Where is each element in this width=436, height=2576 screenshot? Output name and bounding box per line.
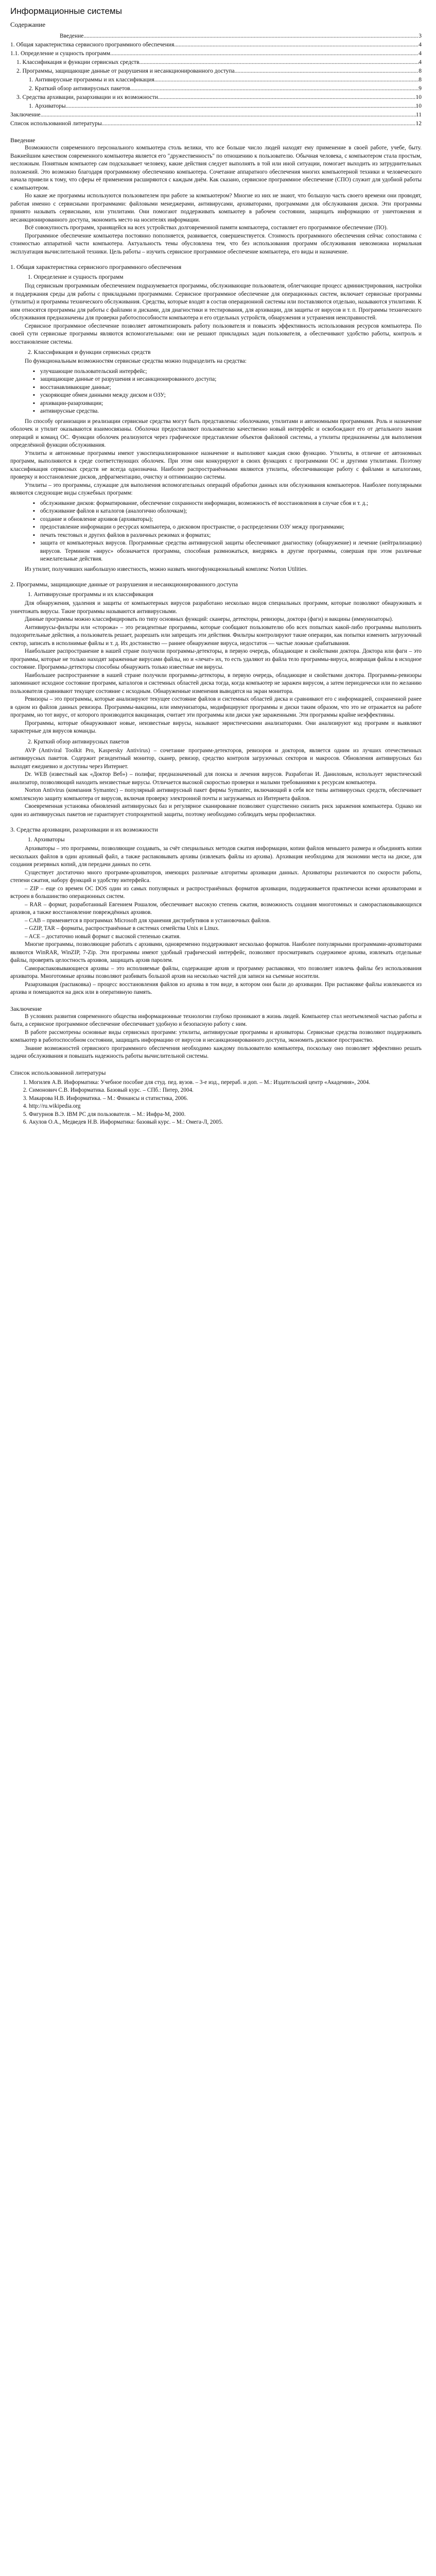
paragraph: По функциональным возможностям сервисные средства можно подразделить на средства: xyxy=(25,358,247,364)
toc-page-number: 8 xyxy=(418,68,422,74)
toc-entry[interactable] xyxy=(10,76,422,84)
paragraph: – RAR – формат, разработанный Евгением Рошалом, обеспечивает высокую степень сжатия, возможность создания многотомных и самораспаковывающихся архивов, а также восстановление повреждённых архивов. xyxy=(10,901,422,916)
chapter-heading: 1. Общая характеристика сервисного программного обеспечения xyxy=(10,263,182,270)
bullet-item: ▪ обслуживание дисков: форматирование, обеспечение сохранности информации, возможность её восстановления в случае сбоя и т. д.; xyxy=(40,500,422,508)
chapter-heading: 2. Программы, защищающие данные от разрушения и несанкционированного доступа xyxy=(10,581,238,588)
toc-page-number: 10 xyxy=(415,103,422,109)
paragraph: – CAB – применяется в программах Microsoft для хранения дистрибутивов и установочных файлов. xyxy=(25,917,271,924)
subsection-heading: 1. Архиваторы xyxy=(28,837,65,843)
toc-page-number: 3 xyxy=(418,33,422,39)
toc-leader-dots xyxy=(154,76,419,84)
toc-entry-text: Список использованной литературы xyxy=(10,121,102,127)
toc-entry[interactable] xyxy=(10,49,422,58)
toc-leader-dots xyxy=(158,93,416,102)
toc-entry[interactable] xyxy=(10,67,422,76)
paragraph: Разархивация (распаковка) – процесс восстановления файлов из архива в том виде, в котором они были до архивации. При распаковке файлы извлекаются из архива и помещаются на диск или в оперативную память. xyxy=(10,981,422,995)
document-body xyxy=(10,137,422,1127)
toc-entry-text: 3. Средства архивации, разархивации и их возможности xyxy=(16,94,158,100)
toc-entry-text: 1. Антивирусные программы и их классификация xyxy=(29,77,154,83)
bullet-item: ▪ предоставление информации о ресурсах компьютера, о дисковом пространстве, о распределении ОЗУ между программами; xyxy=(40,523,422,532)
paragraph: Программное обеспечение компьютера постоянно пополняется, развивается, совершенствуется. Стоимость программного обеспечения сейчас сопоставима с стоимостью аппаратной части компьютера. Актуальность темы обусловлена тем, что без использования программ обслуживания невозможна нормальная эксплуатация вычислительной техники. Цель работы – изучить сервисное программное обеспечение компьютера, его виды и назначение. xyxy=(10,232,422,255)
toc-leader-dots xyxy=(41,111,416,120)
bullet-item: ▪ улучшающие пользовательский интерфейс; xyxy=(40,368,422,376)
paragraph: Программы, которые обнаруживают новые, неизвестные вирусы, называют эвристическими анализаторами. Они анализируют код программ и выявляют характерные для вирусов команды. xyxy=(10,720,422,734)
toc-leader-dots xyxy=(130,84,419,93)
toc-leader-dots xyxy=(139,58,419,67)
bullet-item: ▪ архивации-разархивации; xyxy=(40,400,422,408)
paragraph: Возможности современного персонального компьютера столь велики, что все больше число людей находят ему применение в своей работе, учебе, быту. Важнейшим качеством современного компьютера является его "дружественность" по отношению к пользователю. Обычная человека, с компьютером стала простым, несложным. Понятным компьютер сам подсказывает человеку, какие действия следует выполнять в той или иной ситуации, помогает выходить из затруднительных положений. Это возможно благодаря программному обеспечению компьютера. Сочетание аппаратного обеспечения многих компьютерной техники и человеческого начала привели к тому, что сферы её применения расширяются с каждым днём. Как сказано, сервисное программное обеспечение (СПО) служит для удобной работы с компьютером. xyxy=(10,145,422,191)
toc-entry-text: 2. Программы, защищающие данные от разрушения и несанкционированного доступа xyxy=(16,68,235,74)
bullet-list xyxy=(10,368,422,416)
section-heading: Список использованной литературы xyxy=(10,1069,106,1076)
paragraph: Самораспаковывающиеся архивы – это исполняемые файлы, содержащие архив и программу распаковки, что позволяет извлечь файлы без использования архиватора. Многотомные архивы позволяют разбивать большой архив на несколько частей для записи на съемные носители. xyxy=(10,965,422,979)
toc-page-number: 4 xyxy=(418,50,422,57)
subsection-heading: 1. Определение и сущность программ xyxy=(28,274,124,280)
toc-entry[interactable] xyxy=(10,58,422,67)
toc-page-number: 4 xyxy=(418,42,422,48)
paragraph: Из утилит, получивших наибольшую известность, можно назвать многофункциональный комплекс Norton Utilities. xyxy=(25,566,308,572)
section-heading: Заключение xyxy=(10,1005,42,1012)
toc-entry-text: 2. Краткий обзор антивирусных пакетов xyxy=(29,86,130,92)
document-page xyxy=(0,0,436,1137)
paragraph: Всё совокупность программ, хранящейся на всех устройствах долговременной памяти компьютера, составляет его программное обеспечение (ПО). xyxy=(25,225,388,231)
paragraph: Сервисное программное обеспечение позволяет автоматизировать работу пользователя и повысить эффективность использования ресурсов компьютера. По своей сути сервисные программы являются вспомогательными: они не решают прикладных задач пользователя, а обеспечивают удобство работы, контроль и восстановление системы. xyxy=(10,323,422,345)
paragraph: Утилиты и автономные программы имеют узкоспециализированное назначение и выполняют каждая свою функцию. Утилиты, в отличие от автономных программ, выполняются в среде соответствующих оболочек. При этом они конкурируют в своих функциях с программами ОС и другими утилитами. Поэтому классификация сервисных средств не всегда однозначна. Наиболее распространёнными являются утилиты, обеспечивающие работу с файлами и каталогами, проверку и восстановление дисков, дефрагментацию, очистку и оптимизацию системы. xyxy=(10,450,422,480)
paragraph: Архиваторы – это программы, позволяющие создавать, за счёт специальных методов сжатия информации, копии файлов меньшего размера и объединять копии нескольких файлов в один архивный файл, а также распаковывать архивы (извлекать файлы из архива). Архивация необходима для экономии места на диске, для создания резервных копий, для передачи данных по сети. xyxy=(10,845,422,868)
bullet-item: ▪ обслуживание файлов и каталогов (аналогично оболочкам); xyxy=(40,507,422,516)
paragraph: Утилиты – это программы, служащие для выполнения вспомогательных операций обработки данных или обслуживания компьютеров. Наиболее популярными являются следующие виды служебных программ: xyxy=(10,482,422,496)
toc-entry-text: 1. Общая характеристика сервисного программного обеспечения xyxy=(10,42,175,48)
toc-entry[interactable] xyxy=(10,84,422,93)
toc-list xyxy=(10,32,422,128)
paragraph: Антивирусы-фильтры или «сторожа» – это резидентные программы, которые сообщают пользователю обо всех попытках какой-либо программы выполнить подозрительные действия, а пользователь решает, разрешать или запрещать эти действия. Фильтры контролируют такие операции, как попытки изменить загрузочный сектор, записать в исполнимые файлы и т. д. Их достоинство — раннее обнаружение вируса, недостаток — частые ложные срабатывания. xyxy=(10,624,422,647)
toc-leader-dots xyxy=(66,102,416,111)
bullet-item: ▪ печать текстовых и других файлов в различных режимах и форматах; xyxy=(40,532,422,540)
paragraph: В условиях развития современного общества информационные технологии глубоко проникают в жизнь людей. Компьютер стал неотъемлемой частью работы и быта, а сервисное программное обеспечение обеспечивает удобную и безопасную работу с ним. xyxy=(10,1013,422,1027)
paragraph: Наибольшее распространение в нашей стране получили программы-детекторы, в первую очередь, обладающие и свойствами доктора. Доктора или фаги – это программы, которые не только находят зараженные вирусами файлы, но и «лечат» их, то есть удаляют из файла тело программы-вируса, возвращая файлы в исходное состояние. Программы-детекторы способны обнаружить только известные им вирусы. xyxy=(10,648,422,670)
toc-page-number: 10 xyxy=(415,94,422,100)
toc-entry[interactable] xyxy=(10,93,422,102)
toc-entry[interactable] xyxy=(10,111,422,120)
toc-leader-dots xyxy=(174,41,418,49)
subsection-heading: 2. Краткий обзор антивирусных пакетов xyxy=(28,738,129,745)
bibliography-item: 5. Фигурнов В.Э. IBM PC для пользователя. – М.: Инфра-М, 2000. xyxy=(29,1111,422,1119)
paragraph: Существует достаточно много программ-архиваторов, имеющих различные алгоритмы архивации данных. Архиваторы различаются по скорости работы, степени сжатия, набору функций и удобству интерфейса. xyxy=(10,869,422,884)
bullet-item: ▪ антивирусные средства. xyxy=(40,408,422,416)
subsection-heading: 1. Антивирусные программы и их классификация xyxy=(28,591,153,598)
toc-entry[interactable] xyxy=(10,32,422,41)
bibliography-item: 6. Акулов О.А., Медведев Н.В. Информатика: базовый курс. – М.: Омега-Л, 2005. xyxy=(29,1118,422,1127)
toc-page-number: 8 xyxy=(418,77,422,83)
bibliography-item: 1. Могилев А.В. Информатика: Учебное пособие для студ. пед. вузов. – 3-е изд., перераб. и доп. – М.: Издательский центр «Академия», 2004. xyxy=(29,1079,422,1087)
paragraph: В работе рассмотрены основные виды сервисных программ: утилиты, антивирусные программы и архиваторы. Сервисные средства позволяют поддерживать компьютер в работоспособном состоянии, защищать информацию от вирусов и несанкционированного доступа, экономить дисковое пространство. xyxy=(10,1029,422,1043)
chapter-heading: 3. Средства архивации, разархивации и их возможности xyxy=(10,826,158,833)
toc-leader-dots xyxy=(235,67,419,76)
paragraph: Данные программы можно классифицировать по типу основных функций: сканеры, детекторы, ревизоры, доктора (фаги) и вакцины (иммунизаторы). xyxy=(25,616,393,622)
bullet-item: ▪ защищающие данные от разрушения и несанкционированного доступа; xyxy=(40,376,422,384)
toc-entry[interactable] xyxy=(10,102,422,111)
paragraph: Многие программы, позволяющие работать с архивами, одновременно поддерживают несколько форматов. Наиболее популярными программами-архиваторами являются WinRAR, WinZIP, 7-Zip. Эти программы имеют удобный графический интерфейс, позволяют просматривать содержимое архива, извлекать отдельные файлы, проверять целостность архивов, защищать архив паролем. xyxy=(10,941,422,963)
paragraph: Своевременная установка обновлений антивирусных баз и регулярное сканирование позволяют существенно снизить риск заражения компьютера. Однако ни один из антивирусных пакетов не гарантирует стопроцентной защиты, поэтому необходимо соблюдать меры профилактики. xyxy=(10,803,422,818)
toc-entry[interactable] xyxy=(10,120,422,128)
toc-entry[interactable] xyxy=(10,41,422,49)
bibliography-item: 3. Макарова Н.В. Информатика. – М.: Финансы и статистика, 2006. xyxy=(29,1095,422,1103)
toc-leader-dots xyxy=(110,49,418,58)
bibliography-list xyxy=(10,1079,422,1127)
toc-leader-dots xyxy=(83,32,418,41)
document-title: Информационные системы xyxy=(10,6,122,16)
toc-page-number: 11 xyxy=(415,112,422,118)
toc-entry-text: 1. Архиваторы xyxy=(29,103,66,109)
bullet-item: ▪ создание и обновление архивов (архиваторы); xyxy=(40,516,422,524)
paragraph: Для обнаружения, удаления и защиты от компьютерных вирусов разработано несколько видов специальных программ, которые позволяют обнаруживать и уничтожать вирусы. Такие программы называются антивирусными. xyxy=(10,600,422,615)
paragraph: Norton Antivirus (компания Symantec) – популярный антивирусный пакет фирмы Symantec, включающий в себя все типы антивирусных средств, обеспечивает комплексную защиту компьютера от вирусов, включая проверку электронной почты и загружаемых из Интернета файлов. xyxy=(10,787,422,802)
toc-entry-text: Заключение xyxy=(10,112,41,118)
paragraph: – ZIP – еще со времен ОС DOS один из самых популярных и распространённых форматов архивации, поддерживается практически всеми архиваторами и встроен в большинство операционных систем. xyxy=(10,885,422,900)
subsection-heading: 2. Классификация и функции сервисных средств xyxy=(28,349,151,355)
bibliography-item: 2. Симонович С.В. Информатика. Базовый курс. – СПб.: Питер, 2004. xyxy=(29,1087,422,1095)
paragraph: – GZIP, TAR – форматы, распространённые в системах семейства Unix и Linux. xyxy=(25,925,220,931)
paragraph: Под сервисным программным обеспечением подразумевается программы, обслуживающие пользователя, облегчающие процесс администрирования, настройки и поддержания среды для работы с прикладными программами. Сервисное программное обеспечение для операционных систем, включает сервисные программы (утилиты) и программы технического обслуживания. Средства, которые входят в состав операционной системы или поставляются отдельно, называются утилитами. К ним относятся программы для работы с файлами и дисками, для диагностики и тестирования, для архивации, для защиты от вирусов и т. п. Программы технического обслуживания предназначены для проверки работоспособности компьютера и его отдельных устройств, обнаружения и устранения неисправностей. xyxy=(10,283,422,321)
toc-page-number: 12 xyxy=(415,121,422,127)
toc-page-number: 4 xyxy=(418,59,422,65)
paragraph: По способу организации и реализации сервисные средства могут быть представлены: оболочками, утилитами и автономными программами. Роль и назначение оболочек и утилит оказываются взаимосвязаны. Оболочки предоставляют пользователю качественно новый интерфейс и освобождают его от детального знания операций и команд ОС. Функции оболочек реализуются через графическое представление объектов файловой системы, а утилиты предназначены для выполнения определённой функции обслуживания. xyxy=(10,418,422,448)
paragraph: Dr. WEB (известный как «Доктор Веб») – полифаг, предназначенный для поиска и лечения вирусов. Разработан И. Даниловым, использует эвристический анализатор, позволяющий находить неизвестные вирусы. Отличается высокой скоростью проверки и малыми требованиями к ресурсам компьютера. xyxy=(10,771,422,786)
paragraph: Наибольшее распространение в нашей стране получили программы-детекторы, в первую очередь, обладающие и свойствами доктора. Программы-ревизоры запоминают исходное состояние программ, каталогов и системных областей диска тогда, когда компьютер не заражен вирусом, а затем периодически или по желанию пользователя сравнивают текущее состояние с исходным. Обнаруженные изменения выводятся на экран монитора. xyxy=(10,672,422,694)
paragraph: AVP (Antiviral Toolkit Pro, Kaspersky Antivirus) – сочетание программ-детекторов, ревизоров и докторов, является одним из лучших отечественных антивирусных пакетов. Содержит резидентный монитор, сканер, ревизор, средство контроля загрузочных секторов и макросов. Обновления антивирусных баз выходят ежедневно и доступны через Интернет. xyxy=(10,747,422,770)
paragraph: Но какие же программы используются пользователем при работе за компьютером? Многие из них не знают, что большую часть своего времени они проводят, работая именно с сервисными программами: файловыми менеджерами, антивирусами, архиваторами, программами для обслуживания дисков. Эти программы принято называть сервисными, или утилитами. Они помогают поддерживать компьютер в рабочем состоянии, защищать информацию от уничтожения и несанкционированного доступа, экономить место на носителях информации. xyxy=(10,193,422,223)
paragraph: Знание возможностей сервисного программного обеспечения необходимо каждому пользователю компьютера, поскольку оно позволяет эффективно решать задачи обслуживания и повышать надежность работы вычислительной системы. xyxy=(10,1045,422,1059)
toc-leader-dots xyxy=(102,120,416,128)
toc-page-number: 9 xyxy=(418,86,422,92)
bullet-item: ▪ восстанавливающие данные; xyxy=(40,384,422,392)
bullet-list xyxy=(10,500,422,564)
toc-entry-text: Введение xyxy=(60,33,84,39)
bullet-item: ▪ защита от компьютерных вирусов. Программные средства антивирусной защиты обеспечивают диагностику (обнаружение) и лечение (нейтрализацию) вирусов. Термином «вирус» обозначается программа, способная размножаться, внедряясь в другие программы, совершая при этом различные нежелательные действия. xyxy=(40,539,422,564)
table-of-contents xyxy=(10,21,422,128)
bibliography-item: 4. http://ru.wikipedia.org xyxy=(29,1103,422,1111)
toc-heading: Содержание xyxy=(10,21,46,28)
paragraph: – ACE – достаточно новый формат с высокой степенью сжатия. xyxy=(25,933,181,940)
paragraph: Ревизоры – это программы, которые анализируют текущее состояние файлов и системных областей диска и сравнивают его с информацией, сохраненной ранее в одном из файлов данных ревизора. Программы-вакцины, или иммунизаторы, модифицируют программы и диски таким образом, что это не отражается на работе программ, но тот вирус, от которого производится вакцинация, считает эти программы или диски уже зараженными. Эти программы крайне неэффективны. xyxy=(10,696,422,718)
toc-entry-text: 1. Классификация и функции сервисных средств xyxy=(16,59,139,65)
section-heading: Введение xyxy=(10,137,36,144)
bullet-item: ▪ ускоряющие обмен данными между диском и ОЗУ; xyxy=(40,392,422,400)
toc-entry-text: 1.1. Определение и сущность программ xyxy=(10,50,111,57)
